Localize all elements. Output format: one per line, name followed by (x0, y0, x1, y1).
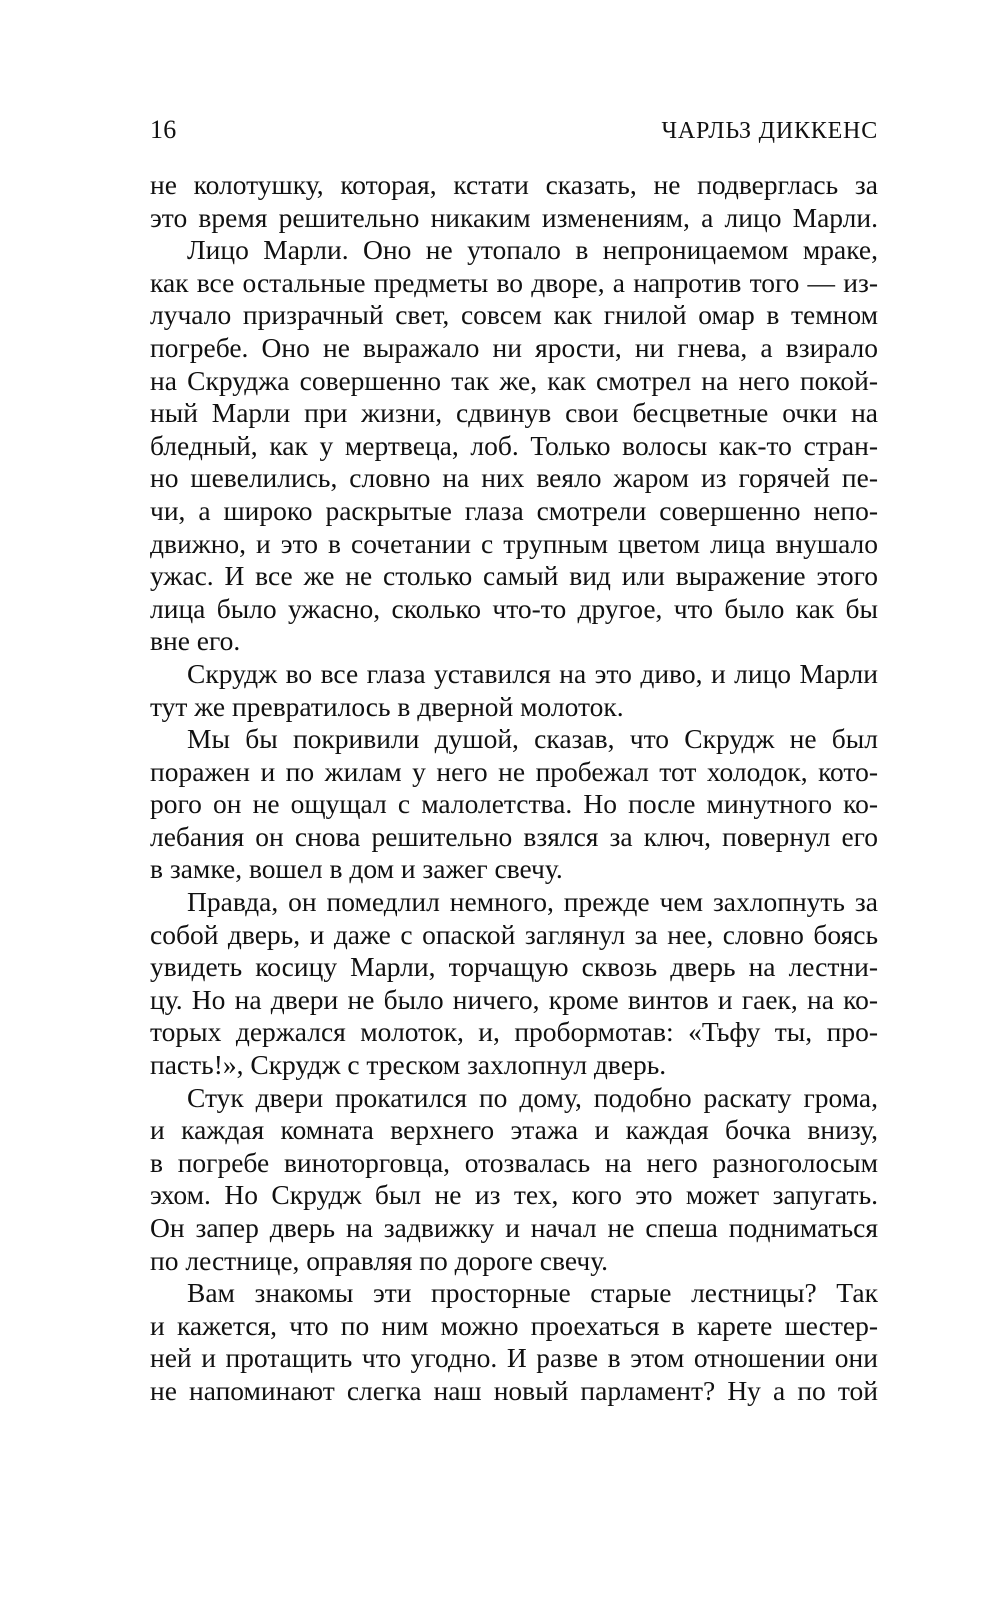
text-line: чи, а широко раскрытые глаза смотрели совершенно непо- (150, 494, 878, 526)
text-line: вне его. (150, 625, 241, 657)
text-line: не колотушку, которая, кстати сказать, не подверглась за (150, 169, 878, 200)
page-number: 16 (150, 115, 177, 144)
body-text (150, 169, 878, 1408)
text-line: лучало призрачный свет, совсем как гнилой омар в темном (150, 299, 878, 331)
text-line: в погребе виноторговца, отозвалась на него разноголосым (150, 1146, 878, 1178)
text-line: Правда, он помедлил немного, прежде чем захлопнуть за (187, 886, 878, 918)
text-line: ней и протащить что угодно. И разве в этом отношении они (150, 1342, 878, 1374)
text-line: ный Марли при жизни, сдвинув свои бесцветные очки на (150, 397, 878, 429)
text-line: ужас. И все же не столько самый вид или выражение этого (150, 560, 878, 592)
text-line: тут же превратилось в дверной молоток. (150, 690, 624, 722)
text-line: лебания он снова решительно взялся за ключ, повернул его (150, 820, 878, 852)
text-line: не напоминают слегка наш новый парламент? Ну а по той (150, 1374, 878, 1406)
text-line: Вам знакомы эти просторные старые лестницы? Так (187, 1277, 878, 1309)
text-line: Скрудж во все глаза уставился на это диво, и лицо Марли (187, 657, 878, 689)
text-line: в замке, вошел в дом и зажег свечу. (150, 853, 563, 885)
text-line: цу. Но на двери не было ничего, кроме винтов и гаек, на ко- (150, 983, 878, 1015)
text-line: бледный, как у мертвеца, лоб. Только волосы как-то стран- (150, 429, 878, 461)
text-line: это время решительно никаким изменениям, а лицо Марли. (150, 201, 878, 233)
text-line: лица было ужасно, сколько что-то другое, что было как бы (150, 592, 878, 624)
text-line: пасть!», Скрудж с треском захлопнул дверь. (150, 1049, 667, 1081)
author-name: ЧАРЛЬЗ ДИККЕНС (661, 118, 878, 144)
text-line: Мы бы покривили душой, сказав, что Скрудж не был (187, 723, 878, 755)
text-line: и каждая комната верхнего этажа и каждая бочка внизу, (150, 1114, 878, 1146)
text-line: на Скруджа совершенно так же, как смотрел на него покой- (150, 364, 878, 396)
text-line: по лестнице, оправляя по дороге свечу. (150, 1244, 609, 1276)
text-line: эхом. Но Скрудж был не из тех, кого это может запугать. (150, 1179, 878, 1211)
text-line: как все остальные предметы во дворе, а напротив того — из- (150, 266, 878, 298)
text-line: торых держался молоток, и, пробормотав: «Тьфу ты, про- (150, 1016, 878, 1048)
text-line: погребе. Оно не выражало ни ярости, ни гнева, а взирало (150, 331, 878, 363)
text-line: увидеть косицу Марли, торчащую сквозь дверь на лестни- (150, 951, 878, 983)
text-line: собой дверь, и даже с опаской заглянул за нее, словно боясь (150, 918, 878, 950)
text-line: и кажется, что по ним можно проехаться в карете шестер- (150, 1309, 878, 1341)
text-line: Стук двери прокатился по дому, подобно раскату грома, (187, 1081, 878, 1113)
running-head (150, 115, 878, 149)
text-line: движно, и это в сочетании с трупным цветом лица внушало (150, 527, 878, 559)
text-line: Он запер дверь на задвижку и начал не спеша подниматься (150, 1212, 878, 1243)
text-line: но шевелились, словно на них веяло жаром из горячей пе- (150, 462, 878, 494)
text-line: рого он не ощущал с малолетства. Но после минутного ко- (150, 788, 878, 820)
text-line: Лицо Марли. Оно не утопало в непроницаемом мраке, (187, 234, 878, 266)
text-line: поражен и по жилам у него не пробежал тот холодок, кото- (150, 755, 878, 787)
